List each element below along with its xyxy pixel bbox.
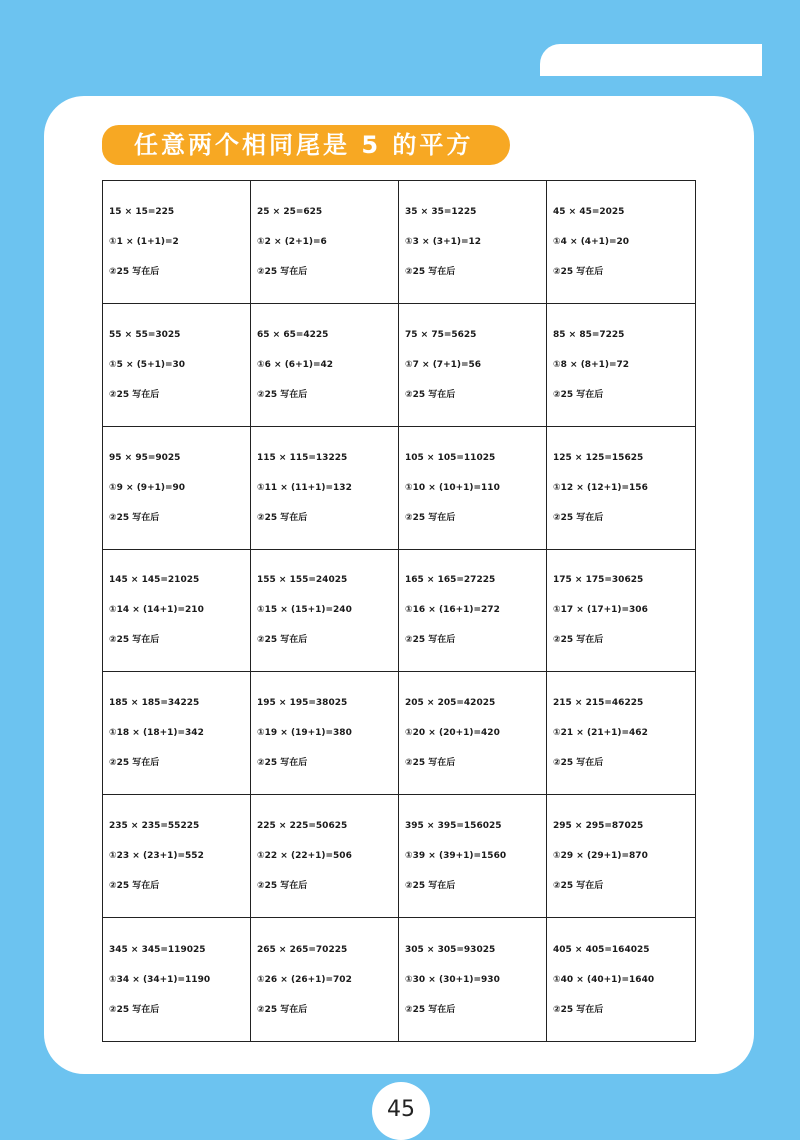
step-two: ②25 写在后 <box>109 758 160 769</box>
step-one: ①16 × (16+1)=272 <box>405 605 500 616</box>
table-cell <box>399 550 547 673</box>
step-one: ①12 × (12+1)=156 <box>553 482 648 493</box>
step-one: ①14 × (14+1)=210 <box>109 605 204 616</box>
square-equation: 105 × 105=11025 <box>405 452 496 463</box>
square-equation: 65 × 65=4225 <box>257 329 329 340</box>
step-two: ②25 写在后 <box>257 1004 308 1015</box>
step-two: ②25 写在后 <box>553 1004 604 1015</box>
step-one: ①30 × (30+1)=930 <box>405 974 500 985</box>
table-cell <box>251 672 399 795</box>
step-one: ①3 × (3+1)=12 <box>405 236 482 247</box>
page-number: 45 <box>372 1082 430 1140</box>
step-two: ②25 写在后 <box>405 512 456 523</box>
step-two: ②25 写在后 <box>109 389 160 400</box>
table-cell <box>547 304 695 427</box>
table-cell <box>251 918 399 1041</box>
squares-table <box>102 180 696 1042</box>
step-two: ②25 写在后 <box>405 635 456 646</box>
square-equation: 75 × 75=5625 <box>405 329 477 340</box>
square-equation: 115 × 115=13225 <box>257 452 348 463</box>
step-one: ①18 × (18+1)=342 <box>109 728 204 739</box>
table-cell <box>251 181 399 304</box>
step-two: ②25 写在后 <box>553 635 604 646</box>
table-cell <box>399 795 547 918</box>
step-two: ②25 写在后 <box>553 389 604 400</box>
step-one: ①17 × (17+1)=306 <box>553 605 648 616</box>
step-two: ②25 写在后 <box>553 881 604 892</box>
table-cell <box>103 304 251 427</box>
square-equation: 55 × 55=3025 <box>109 329 181 340</box>
table-cell <box>547 672 695 795</box>
table-cell <box>547 181 695 304</box>
square-equation: 35 × 35=1225 <box>405 206 477 217</box>
step-one: ①7 × (7+1)=56 <box>405 359 482 370</box>
square-equation: 175 × 175=30625 <box>553 575 644 586</box>
step-one: ①22 × (22+1)=506 <box>257 851 352 862</box>
step-one: ①10 × (10+1)=110 <box>405 482 500 493</box>
table-cell <box>251 550 399 673</box>
table-cell <box>251 427 399 550</box>
table-cell <box>103 795 251 918</box>
table-cell <box>399 427 547 550</box>
step-one: ①9 × (9+1)=90 <box>109 482 186 493</box>
table-cell <box>251 304 399 427</box>
table-cell <box>547 550 695 673</box>
step-one: ①20 × (20+1)=420 <box>405 728 500 739</box>
table-cell <box>103 427 251 550</box>
step-one: ①40 × (40+1)=1640 <box>553 974 655 985</box>
step-two: ②25 写在后 <box>553 758 604 769</box>
square-equation: 305 × 305=93025 <box>405 944 496 955</box>
step-two: ②25 写在后 <box>109 1004 160 1015</box>
step-two: ②25 写在后 <box>257 389 308 400</box>
square-equation: 145 × 145=21025 <box>109 575 200 586</box>
table-cell <box>399 181 547 304</box>
step-one: ①39 × (39+1)=1560 <box>405 851 507 862</box>
square-equation: 15 × 15=225 <box>109 206 175 217</box>
step-two: ②25 写在后 <box>405 881 456 892</box>
step-one: ①2 × (2+1)=6 <box>257 236 327 247</box>
square-equation: 45 × 45=2025 <box>553 206 625 217</box>
square-equation: 225 × 225=50625 <box>257 821 348 832</box>
step-one: ①1 × (1+1)=2 <box>109 236 179 247</box>
square-equation: 125 × 125=15625 <box>553 452 644 463</box>
table-cell <box>103 672 251 795</box>
step-one: ①6 × (6+1)=42 <box>257 359 334 370</box>
page-title: 任意两个相同尾是 5 的平方 <box>102 125 510 165</box>
step-two: ②25 写在后 <box>109 635 160 646</box>
square-equation: 215 × 215=46225 <box>553 698 644 709</box>
step-one: ①8 × (8+1)=72 <box>553 359 630 370</box>
step-two: ②25 写在后 <box>257 635 308 646</box>
step-two: ②25 写在后 <box>257 881 308 892</box>
step-one: ①5 × (5+1)=30 <box>109 359 186 370</box>
step-one: ①4 × (4+1)=20 <box>553 236 630 247</box>
square-equation: 345 × 345=119025 <box>109 944 206 955</box>
square-equation: 405 × 405=164025 <box>553 944 650 955</box>
square-equation: 95 × 95=9025 <box>109 452 181 463</box>
step-one: ①29 × (29+1)=870 <box>553 851 648 862</box>
step-one: ①23 × (23+1)=552 <box>109 851 204 862</box>
square-equation: 195 × 195=38025 <box>257 698 348 709</box>
square-equation: 155 × 155=24025 <box>257 575 348 586</box>
table-cell <box>547 918 695 1041</box>
step-two: ②25 写在后 <box>257 758 308 769</box>
table-cell <box>399 672 547 795</box>
step-two: ②25 写在后 <box>109 512 160 523</box>
step-one: ①15 × (15+1)=240 <box>257 605 352 616</box>
table-cell <box>399 918 547 1041</box>
square-equation: 85 × 85=7225 <box>553 329 625 340</box>
step-two: ②25 写在后 <box>257 512 308 523</box>
step-two: ②25 写在后 <box>405 758 456 769</box>
table-cell <box>399 304 547 427</box>
square-equation: 185 × 185=34225 <box>109 698 200 709</box>
step-two: ②25 写在后 <box>405 266 456 277</box>
step-two: ②25 写在后 <box>109 266 160 277</box>
table-cell <box>547 427 695 550</box>
table-cell <box>103 181 251 304</box>
square-equation: 165 × 165=27225 <box>405 575 496 586</box>
step-two: ②25 写在后 <box>257 266 308 277</box>
step-one: ①34 × (34+1)=1190 <box>109 974 211 985</box>
square-equation: 205 × 205=42025 <box>405 698 496 709</box>
table-cell <box>103 550 251 673</box>
step-one: ①26 × (26+1)=702 <box>257 974 352 985</box>
table-cell <box>103 918 251 1041</box>
step-two: ②25 写在后 <box>405 1004 456 1015</box>
step-one: ①19 × (19+1)=380 <box>257 728 352 739</box>
step-one: ①21 × (21+1)=462 <box>553 728 648 739</box>
top-tab-decoration <box>540 44 762 76</box>
table-cell <box>547 795 695 918</box>
square-equation: 265 × 265=70225 <box>257 944 348 955</box>
square-equation: 295 × 295=87025 <box>553 821 644 832</box>
table-cell <box>251 795 399 918</box>
step-two: ②25 写在后 <box>109 881 160 892</box>
square-equation: 235 × 235=55225 <box>109 821 200 832</box>
square-equation: 395 × 395=156025 <box>405 821 502 832</box>
step-two: ②25 写在后 <box>553 512 604 523</box>
step-two: ②25 写在后 <box>553 266 604 277</box>
step-two: ②25 写在后 <box>405 389 456 400</box>
square-equation: 25 × 25=625 <box>257 206 323 217</box>
step-one: ①11 × (11+1)=132 <box>257 482 352 493</box>
